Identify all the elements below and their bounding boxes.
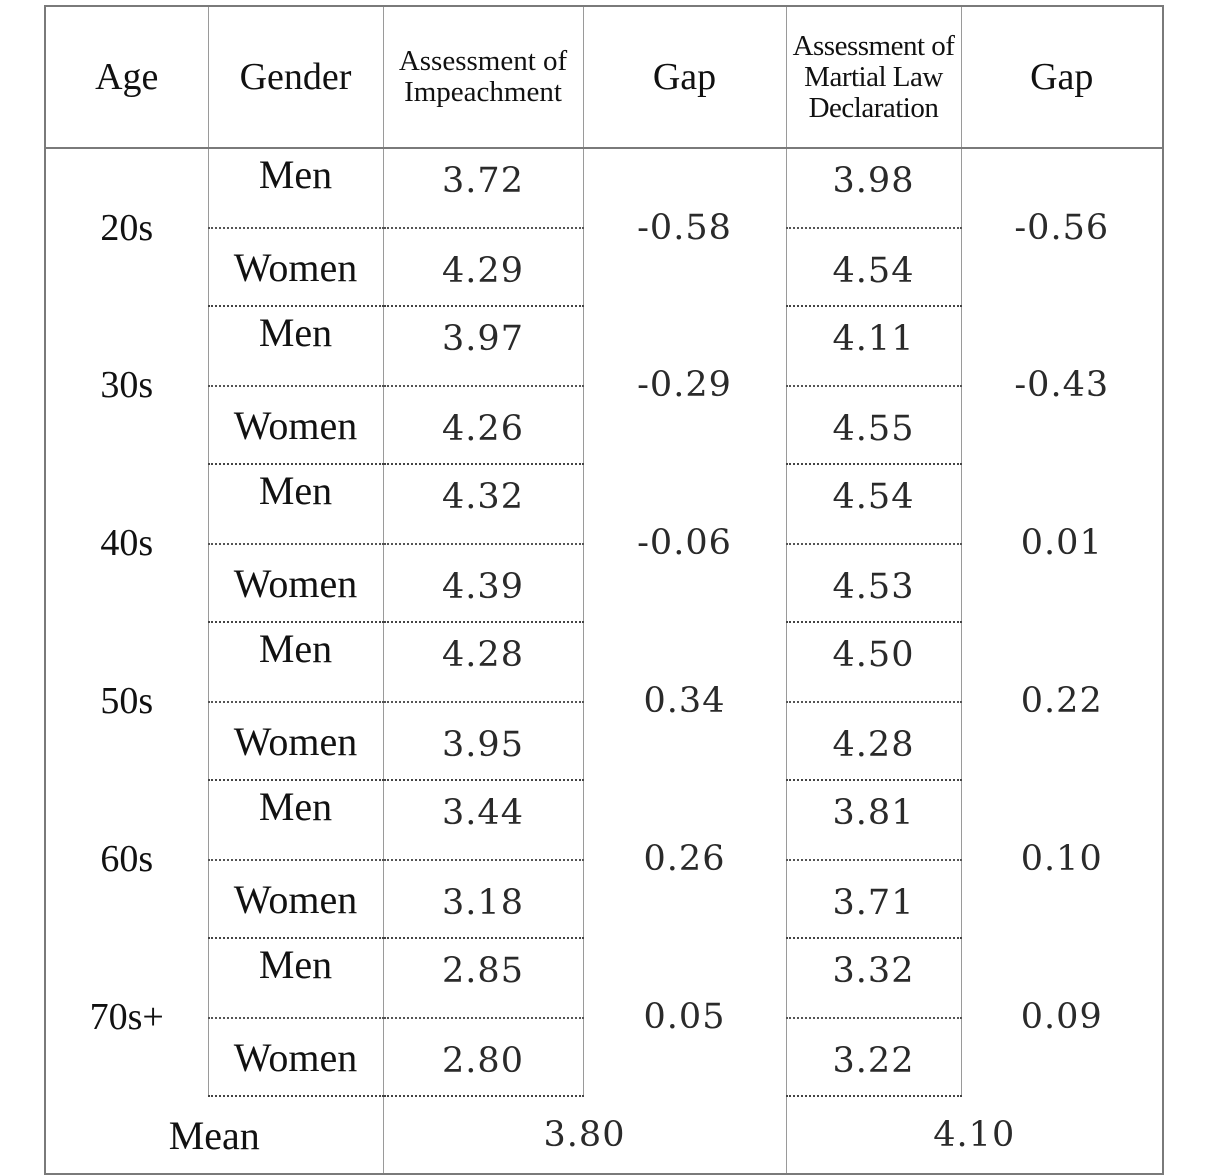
gender-men-cell: Men — [208, 306, 383, 386]
gender-women-cell: Women — [208, 702, 383, 780]
age-group-cell: 20s — [45, 148, 208, 306]
impeachment-women-cell: 2.80 — [383, 1018, 583, 1096]
impeachment-men-cell: 4.28 — [383, 622, 583, 702]
impeachment-gap-cell: -0.06 — [583, 464, 786, 622]
martial-gap-cell: 0.01 — [1020, 523, 1103, 563]
gender-women-cell: Women — [208, 1018, 383, 1096]
age-group-cell: 60s — [45, 780, 208, 938]
martial-women-cell: 4.53 — [786, 544, 961, 622]
impeachment-men-cell: 3.72 — [383, 148, 583, 228]
gender-men-cell: Men — [208, 938, 383, 1018]
header-martial-line1: Assessment of — [792, 29, 955, 62]
gender-women-cell: Women — [208, 544, 383, 622]
impeachment-men-cell: 3.44 — [383, 780, 583, 860]
table-row-men — [45, 464, 1163, 544]
table-row-men — [45, 938, 1163, 1018]
header-gap-impeachment: Gap — [583, 6, 786, 148]
header-impeachment-line1: Assessment of — [398, 45, 568, 77]
impeachment-women-cell: 3.95 — [383, 702, 583, 780]
martial-women-cell: 4.28 — [786, 702, 961, 780]
impeachment-women-cell: 3.18 — [383, 860, 583, 938]
impeachment-gap-cell: 0.34 — [583, 622, 786, 780]
age-group-cell: 70s+ — [45, 938, 208, 1096]
gender-men-cell: Men — [208, 622, 383, 702]
header-martial-law — [786, 6, 961, 148]
martial-women-cell: 3.22 — [786, 1018, 961, 1096]
impeachment-gap-cell: -0.29 — [583, 306, 786, 464]
gender-men-cell: Men — [208, 780, 383, 860]
impeachment-gap-cell: 0.05 — [583, 938, 786, 1096]
gender-women-cell: Women — [208, 860, 383, 938]
header-impeachment-line2: Impeachment — [404, 76, 562, 108]
table-row-men — [45, 306, 1163, 386]
gender-women-cell: Women — [208, 228, 383, 306]
header-age: Age — [45, 6, 208, 148]
martial-women-cell: 4.55 — [786, 386, 961, 464]
mean-label: Mean — [45, 1096, 383, 1174]
mean-martial: 4.10 — [933, 1115, 1016, 1155]
impeachment-women-cell: 4.29 — [383, 228, 583, 306]
impeachment-gap-cell: 0.26 — [583, 780, 786, 938]
gender-men-cell: Men — [208, 148, 383, 228]
martial-men-cell: 4.50 — [786, 622, 961, 702]
mean-impeachment: 3.80 — [383, 1096, 786, 1174]
impeachment-men-cell: 3.97 — [383, 306, 583, 386]
impeachment-men-cell: 4.32 — [383, 464, 583, 544]
table-row-men — [45, 148, 1163, 228]
age-group-cell: 40s — [45, 464, 208, 622]
martial-gap-cell: 0.22 — [1020, 681, 1103, 721]
age-group-cell: 50s — [45, 622, 208, 780]
martial-men-cell: 3.98 — [786, 148, 961, 228]
martial-men-cell: 4.54 — [786, 464, 961, 544]
table-row-men — [45, 780, 1163, 860]
martial-women-cell: 3.71 — [786, 860, 961, 938]
martial-gap-cell: 0.09 — [1020, 997, 1103, 1037]
header-martial-line3: Declaration — [808, 91, 939, 124]
impeachment-gap-cell: -0.58 — [583, 148, 786, 306]
impeachment-men-cell: 2.85 — [383, 938, 583, 1018]
header-gender: Gender — [208, 6, 383, 148]
impeachment-women-cell: 4.26 — [383, 386, 583, 464]
martial-gap-cell: -0.43 — [1014, 365, 1110, 405]
gender-men-cell: Men — [208, 464, 383, 544]
table-row-men — [45, 622, 1163, 702]
age-group-cell: 30s — [45, 306, 208, 464]
mean-row — [45, 1096, 1163, 1174]
martial-men-cell: 3.81 — [786, 780, 961, 860]
impeachment-women-cell: 4.39 — [383, 544, 583, 622]
header-martial-line2: Martial Law — [804, 60, 943, 93]
header-gap-martial: Gap — [961, 6, 1163, 148]
martial-gap-cell: -0.56 — [1014, 207, 1110, 248]
martial-men-cell: 3.32 — [786, 938, 961, 1018]
survey-table — [44, 5, 1164, 1175]
header-impeachment — [383, 6, 583, 148]
martial-gap-cell: 0.10 — [1020, 839, 1103, 879]
martial-women-cell: 4.54 — [786, 228, 961, 306]
gender-women-cell: Women — [208, 386, 383, 464]
martial-men-cell: 4.11 — [786, 306, 961, 386]
header-row — [45, 6, 1163, 148]
